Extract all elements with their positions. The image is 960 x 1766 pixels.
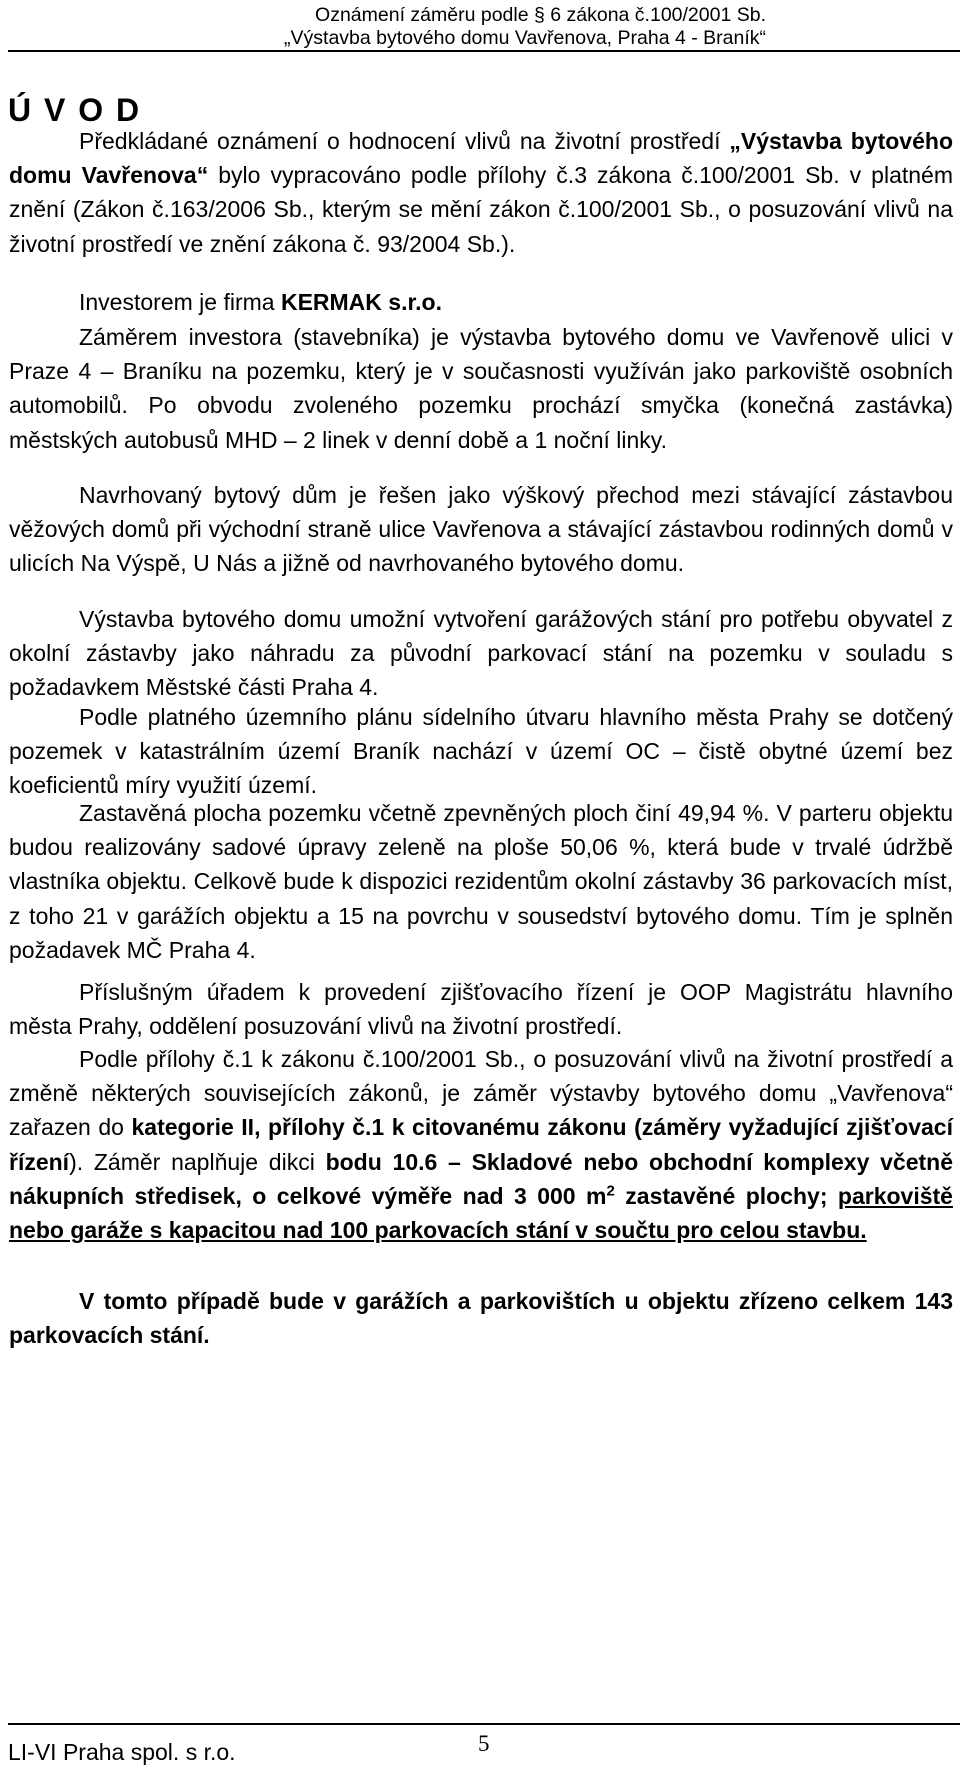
intro-text: Předkládané oznámení o hodnocení vlivů na životní prostředí [79, 128, 730, 154]
authority-text: Příslušným úřadem k provedení zjišťovacího řízení je OOP Magistrátu hlavního města Prahy, oddělení posuzování vlivů na životní prostředí. [9, 979, 953, 1040]
page-footer [8, 1723, 960, 1765]
paragraph-investor [9, 285, 953, 319]
paragraph-authority [9, 975, 953, 1043]
intent-text: Záměrem investora (stavebníka) je výstavba bytového domu ve Vavřenově ulici v Praze 4 – Braníku na pozemku, který je v současnosti využíván jako parkoviště osobních automobilů. Po obvodu zvoleného pozemku prochází smyčka (konečná zastávka) městských autobusů MHD – 2 linek v denní době a 1 noční linky. [9, 324, 953, 453]
paragraph-area [9, 796, 953, 967]
paragraph-garages [9, 602, 953, 705]
superscript-2: 2 [606, 1182, 615, 1200]
page-number: 5 [478, 1731, 490, 1756]
intro-text-cont: bylo vypracováno podle přílohy č.3 zákona č.100/2001 Sb. v platném znění (Zákon č.163/2006 Sb., kterým se mění zákon č.100/2001 Sb., o posuzování vlivů na životní prostředí ve znění zákona č. 93/2004 Sb.). [9, 162, 953, 257]
area-text: Zastavěná plocha pozemku včetně zpevněných ploch činí 49,94 %. V parteru objektu budou realizovány sadové úpravy zeleně na ploše 50,06 %, která bude v trvalé údržbě vlastníka objektu. Celkově bude k dispozici rezidentům okolní zástavby 36 parkovacích míst, z toho 21 v garážích objektu a 15 na povrchu v sousedství bytového domu. Tím je splněn požadavek MČ Praha 4. [9, 800, 953, 963]
section-heading: Ú V O D [8, 92, 142, 128]
paragraph-category [9, 1042, 953, 1247]
project-name-bold: „Výstavba bytového domu Vavřenova“ [9, 128, 953, 189]
paragraph-conclusion [9, 1284, 953, 1352]
design-text: Navrhovaný bytový dům je řešen jako výškový přechod mezi stávající zástavbou věžových domů při východní straně ulice Vavřenova a stávající zástavbou rodinných domů v ulicích Na Výspě, U Nás a jižně od navrhovaného bytového domu. [9, 482, 953, 577]
paragraph-intro [9, 124, 953, 261]
clause-bold-cont: zastavěné plochy; [614, 1182, 838, 1209]
paragraph-zoning [9, 700, 953, 803]
category-text-cont: ). Záměr naplňuje dikci [69, 1148, 326, 1175]
conclusion-text: V tomto případě bude v garážích a parkovištích u objektu zřízeno celkem 143 parkovacích stání. [9, 1288, 953, 1349]
clause-underlined: parkoviště nebo garáže s kapacitou nad 100 parkovacích stání v součtu pro celou stavbu. [9, 1182, 953, 1244]
garages-text: Výstavba bytového domu umožní vytvoření garážových stání pro potřebu obyvatel z okolní zástavby jako náhradu za původní parkovací stání na pozemku v souladu s požadavkem Městské části Praha 4. [9, 606, 953, 701]
page-header [8, 4, 960, 52]
paragraph-design [9, 478, 953, 581]
header-project-name: „Výstavba bytového domu Vavřenova, Praha 4 - Braník“ [284, 27, 766, 49]
header-document-title: Oznámení záměru podle § 6 zákona č.100/2001 Sb. [315, 4, 766, 26]
investor-label: Investorem je firma [79, 289, 281, 315]
category-text: Podle přílohy č.1 k zákonu č.100/2001 Sb., o posuzování vlivů na životní prostředí a změně některých souvisejících zákonů, je záměr výstavby bytového domu „Vavřenova“ zařazen do [9, 1046, 953, 1141]
zoning-text: Podle platného územního plánu sídelního útvaru hlavního města Prahy se dotčený pozemek v katastrálním území Braník nachází v území OC – čistě obytné území bez koeficientů míry využití území. [9, 704, 953, 799]
paragraph-intent [9, 320, 953, 457]
category-bold: kategorie II, přílohy č.1 k citovanému zákonu (záměry vyžadující zjišťovací řízení [9, 1114, 953, 1175]
clause-bold: bodu 10.6 – Skladové nebo obchodní komplexy včetně nákupních středisek, o celkové výměře nad 3 000 m [9, 1148, 953, 1209]
footer-company: LI-VI Praha spol. s r.o. [8, 1739, 236, 1765]
investor-name: KERMAK s.r.o. [280, 289, 442, 315]
